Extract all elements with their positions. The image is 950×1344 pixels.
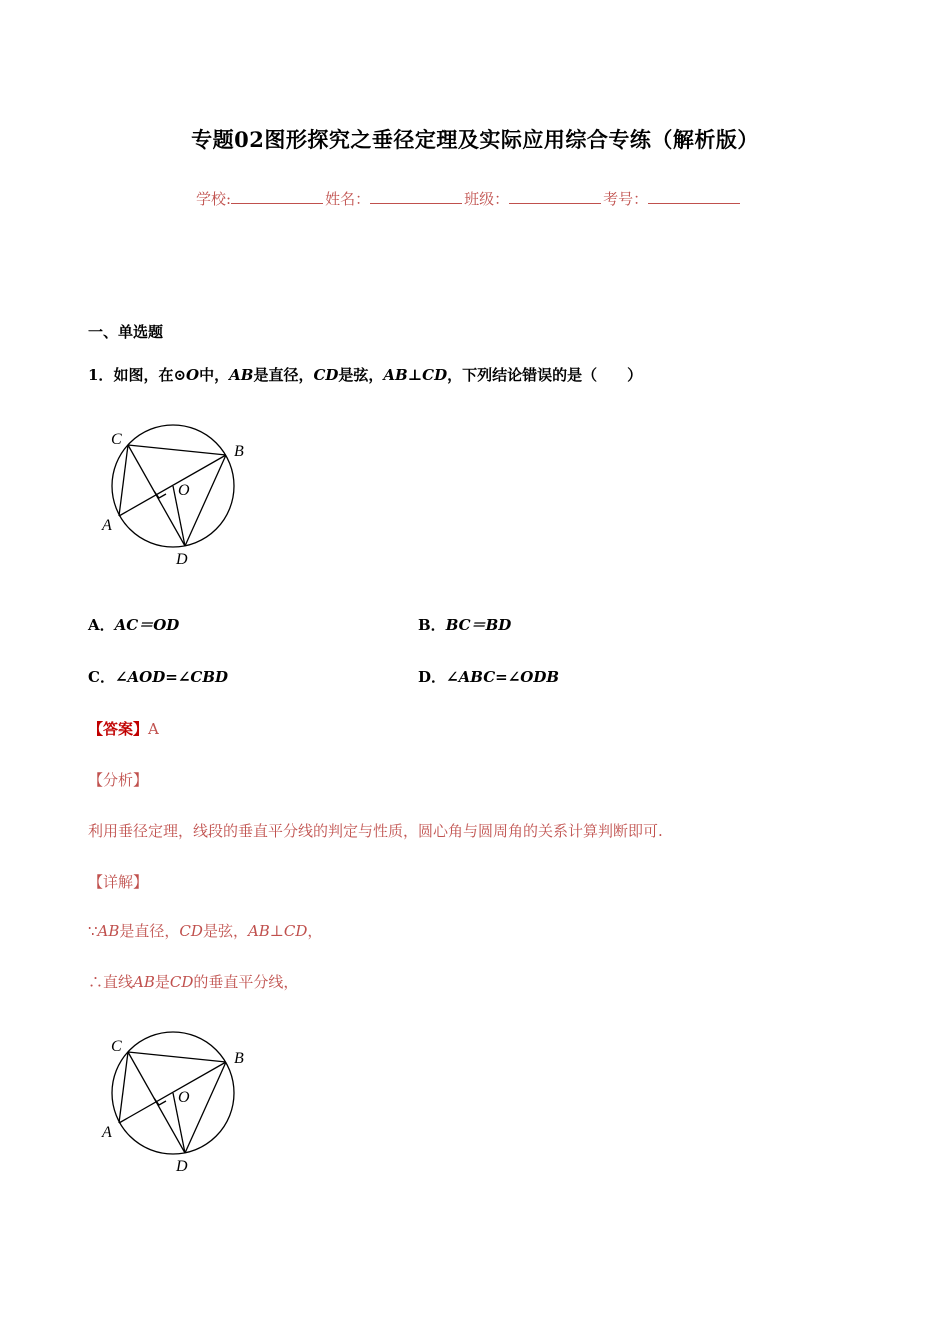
question-text: 中， <box>199 366 230 384</box>
question-text: 是弦， <box>338 366 384 384</box>
segment-ab: AB <box>97 922 120 940</box>
page-title: 专题02图形探究之垂径定理及实际应用综合专练（解析版） <box>191 127 759 152</box>
option-b-text: BC＝BD <box>445 616 512 634</box>
segment-cd: CD <box>313 366 339 384</box>
question-text: 是直径， <box>253 366 314 384</box>
label-o: O <box>178 482 190 499</box>
circle-o-label: O <box>186 366 200 384</box>
label-d: D <box>176 551 188 568</box>
option-d-text: ABC= <box>458 668 508 686</box>
perpendicular-statement: AB⊥CD <box>247 922 308 940</box>
circle-figure <box>96 420 246 570</box>
question-1 <box>88 364 642 385</box>
angle-symbol: ∠ <box>446 668 459 686</box>
option-c-text: CBD <box>190 668 229 686</box>
question-number: 1． <box>88 366 114 384</box>
segment-ab: AB <box>229 366 254 384</box>
school-label: 学校: <box>196 190 232 208</box>
segment-ab: AB <box>133 973 155 991</box>
angle-symbol: ∠ <box>507 668 521 686</box>
student-info-line <box>196 188 742 209</box>
option-c <box>88 666 228 687</box>
segment-cd: CD <box>179 922 203 940</box>
option-a-letter: A． <box>88 616 115 634</box>
option-b <box>418 614 511 635</box>
detail-text: 的垂直平分线， <box>193 973 299 991</box>
answer-line <box>88 718 159 739</box>
option-c-letter: C． <box>88 668 115 686</box>
analysis-label: 【分析】 <box>88 771 149 789</box>
class-blank <box>509 189 601 204</box>
because-symbol: ∵ <box>88 922 98 940</box>
detail-text: 是直径， <box>119 922 180 940</box>
section-heading: 一、单选题 <box>88 323 164 341</box>
detail-text: 是弦， <box>202 922 248 940</box>
detail-text: 是 <box>154 973 170 991</box>
school-blank <box>231 189 323 204</box>
label-b: B <box>234 1050 244 1067</box>
question-text: ，下列结论错误的是（ ） <box>447 366 643 384</box>
option-b-letter: B． <box>418 616 446 634</box>
exam-number-label: 考号： <box>603 190 649 208</box>
option-d-letter: D． <box>418 668 447 686</box>
class-label: 班级： <box>464 190 510 208</box>
label-a: A <box>102 1124 112 1141</box>
name-blank <box>370 189 462 204</box>
label-o: O <box>178 1089 190 1106</box>
figure-segments <box>119 445 226 546</box>
analysis-text: 利用垂径定理，线段的垂直平分线的判定与性质，圆心角与圆周角的关系计算判断即可. <box>88 822 663 840</box>
answer-value: A <box>148 720 159 738</box>
angle-symbol: ∠ <box>114 668 128 686</box>
detail-text: 直线 <box>103 973 134 991</box>
detail-label: 【详解】 <box>88 873 149 891</box>
detail-line-2 <box>88 971 298 992</box>
option-d-text: ODB <box>520 668 560 686</box>
option-c-text: AOD= <box>127 668 178 686</box>
label-c: C <box>111 431 122 448</box>
name-label: 姓名： <box>325 190 371 208</box>
answer-label: 【答案】 <box>88 720 149 738</box>
option-a-text: AC＝OD <box>114 616 180 634</box>
exam-number-blank <box>648 189 740 204</box>
detail-line-1 <box>88 920 322 941</box>
question-text: 如图，在⊙ <box>113 366 187 384</box>
figure-segments <box>119 1052 226 1153</box>
angle-symbol: ∠ <box>177 668 191 686</box>
label-c: C <box>111 1038 122 1055</box>
detail-text: ， <box>307 922 323 940</box>
label-a: A <box>102 517 112 534</box>
label-d: D <box>176 1158 188 1175</box>
option-a <box>88 614 179 635</box>
perpendicular-statement: AB⊥CD <box>383 366 448 384</box>
option-d <box>418 666 559 687</box>
therefore-symbol: ∴ <box>88 973 104 991</box>
circle-figure-2 <box>96 1027 246 1177</box>
label-b: B <box>234 443 244 460</box>
segment-cd: CD <box>169 973 194 991</box>
